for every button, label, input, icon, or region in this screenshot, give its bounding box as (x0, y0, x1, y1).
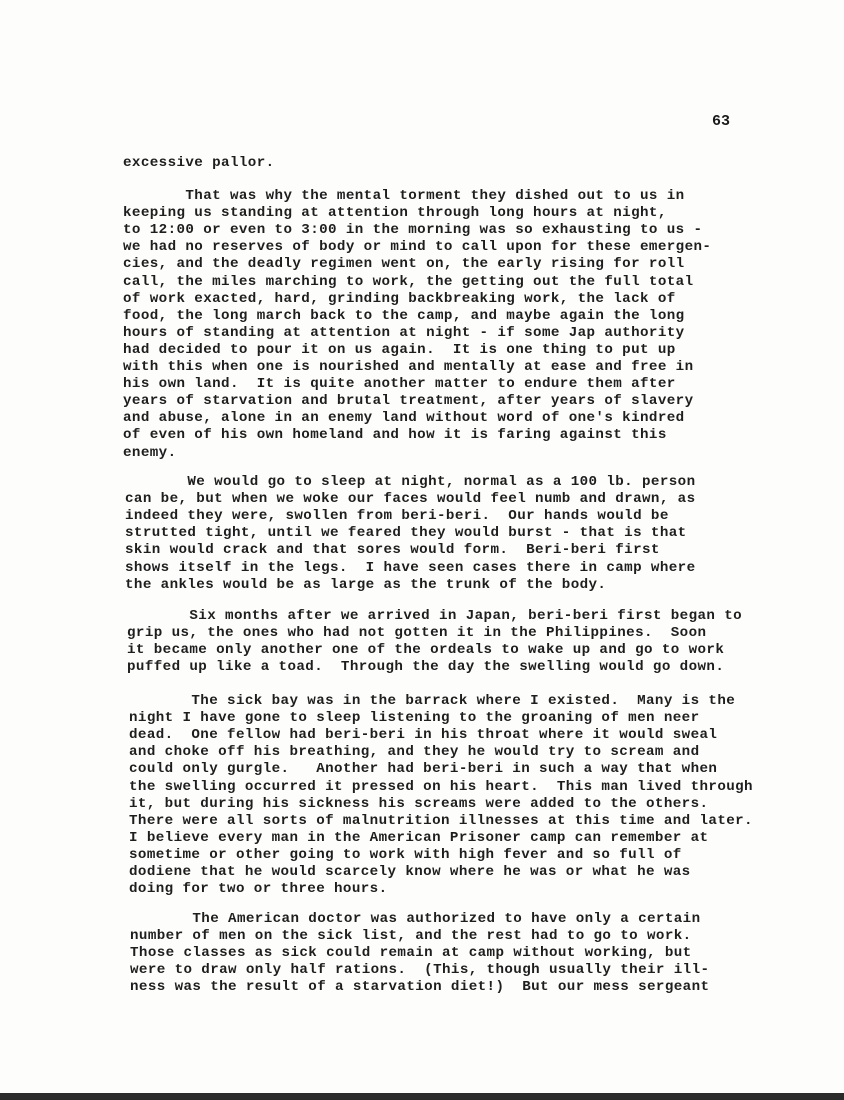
text-line: the swelling occurred it pressed on his heart. This man lived through (129, 778, 753, 795)
text-line: food, the long march back to the camp, and maybe again the long (123, 307, 685, 324)
text-line: The sick bay was in the barrack where I existed. Many is the (129, 693, 736, 709)
text-line: ness was the result of a starvation diet!) But our mess sergeant (130, 979, 710, 996)
text-line: indeed they were, swollen from beri-beri. Our hands would be (125, 508, 669, 525)
text-line: The American doctor was authorized to have only a certain (130, 911, 701, 927)
text-line: keeping us standing at attention through long hours at night, (123, 205, 667, 222)
text-line: it became only another one of the ordeals to wake up and go to work (127, 642, 725, 659)
text-line: were to draw only half rations. (This, though usually their ill- (130, 962, 710, 979)
text-line: of work exacted, hard, grinding backbreaking work, the lack of (123, 290, 676, 307)
text-line: That was why the mental torment they dished out to us in (123, 188, 685, 204)
text-line: of even of his own homeland and how it is faring against this (123, 427, 667, 444)
text-line: We would go to sleep at night, normal as a 100 lb. person (125, 474, 696, 490)
text-line: hours of standing at attention at night - if some Jap authority (123, 324, 685, 341)
text-line: to 12:00 or even to 3:00 in the morning was so exhausting to us - (123, 222, 703, 239)
text-line: I believe every man in the American Prisoner camp can remember at (129, 829, 709, 846)
text-line: puffed up like a toad. Through the day the swelling would go down. (127, 659, 725, 676)
text-line: cies, and the deadly regimen went on, the early rising for roll (123, 256, 685, 273)
text-line: doing for two or three hours. (129, 881, 388, 898)
text-line: his own land. It is quite another matter to endure them after (123, 376, 676, 393)
page-number: 63 (712, 113, 731, 130)
text-line: could only gurgle. Another had beri-beri in such a way that when (129, 761, 718, 778)
scan-bottom-edge (0, 1093, 844, 1100)
text-line: night I have gone to sleep listening to the groaning of men neer (129, 710, 700, 727)
text-line: dodiene that he would scarcely know where he was or what he was (129, 864, 691, 880)
text-line: Six months after we arrived in Japan, beri-beri first began to (127, 608, 743, 624)
text-line: and abuse, alone in an enemy land without word of one's kindred (123, 410, 685, 427)
text-line: we had no reserves of body or mind to call upon for these emergen- (123, 239, 712, 256)
text-line: grip us, the ones who had not gotten it in the Philippines. Soon (127, 625, 707, 642)
text-line: There were all sorts of malnutrition illnesses at this time and later. (129, 812, 753, 829)
text-line: excessive pallor. (123, 155, 275, 171)
text-line: the ankles would be as large as the trunk of the body. (125, 576, 607, 593)
text-line: call, the miles marching to work, the getting out the full total (123, 273, 694, 290)
text-line: skin would crack and that sores would form. Beri-beri first (125, 542, 660, 559)
text-line: years of starvation and brutal treatment, after years of slavery (123, 393, 694, 410)
text-line: it, but during his sickness his screams were added to the others. (129, 795, 709, 812)
text-line: strutted tight, until we feared they would burst - that is that (125, 525, 687, 542)
text-line: with this when one is nourished and mentally at ease and free in (123, 359, 694, 375)
text-line: dead. One fellow had beri-beri in his throat where it would sweal (129, 727, 718, 744)
text-line: shows itself in the legs. I have seen cases there in camp where (125, 559, 696, 576)
text-line: sometime or other going to work with high fever and so full of (129, 846, 682, 863)
text-line: enemy. (123, 444, 177, 461)
text-line: Those classes as sick could remain at camp without working, but (130, 945, 692, 962)
text-line: had decided to pour it on us again. It is one thing to put up (123, 341, 676, 358)
text-line: can be, but when we woke our faces would feel numb and drawn, as (125, 491, 696, 508)
text-line: number of men on the sick list, and the rest had to go to work. (130, 928, 692, 945)
text-line: and choke off his breathing, and they he would try to scream and (129, 744, 700, 761)
